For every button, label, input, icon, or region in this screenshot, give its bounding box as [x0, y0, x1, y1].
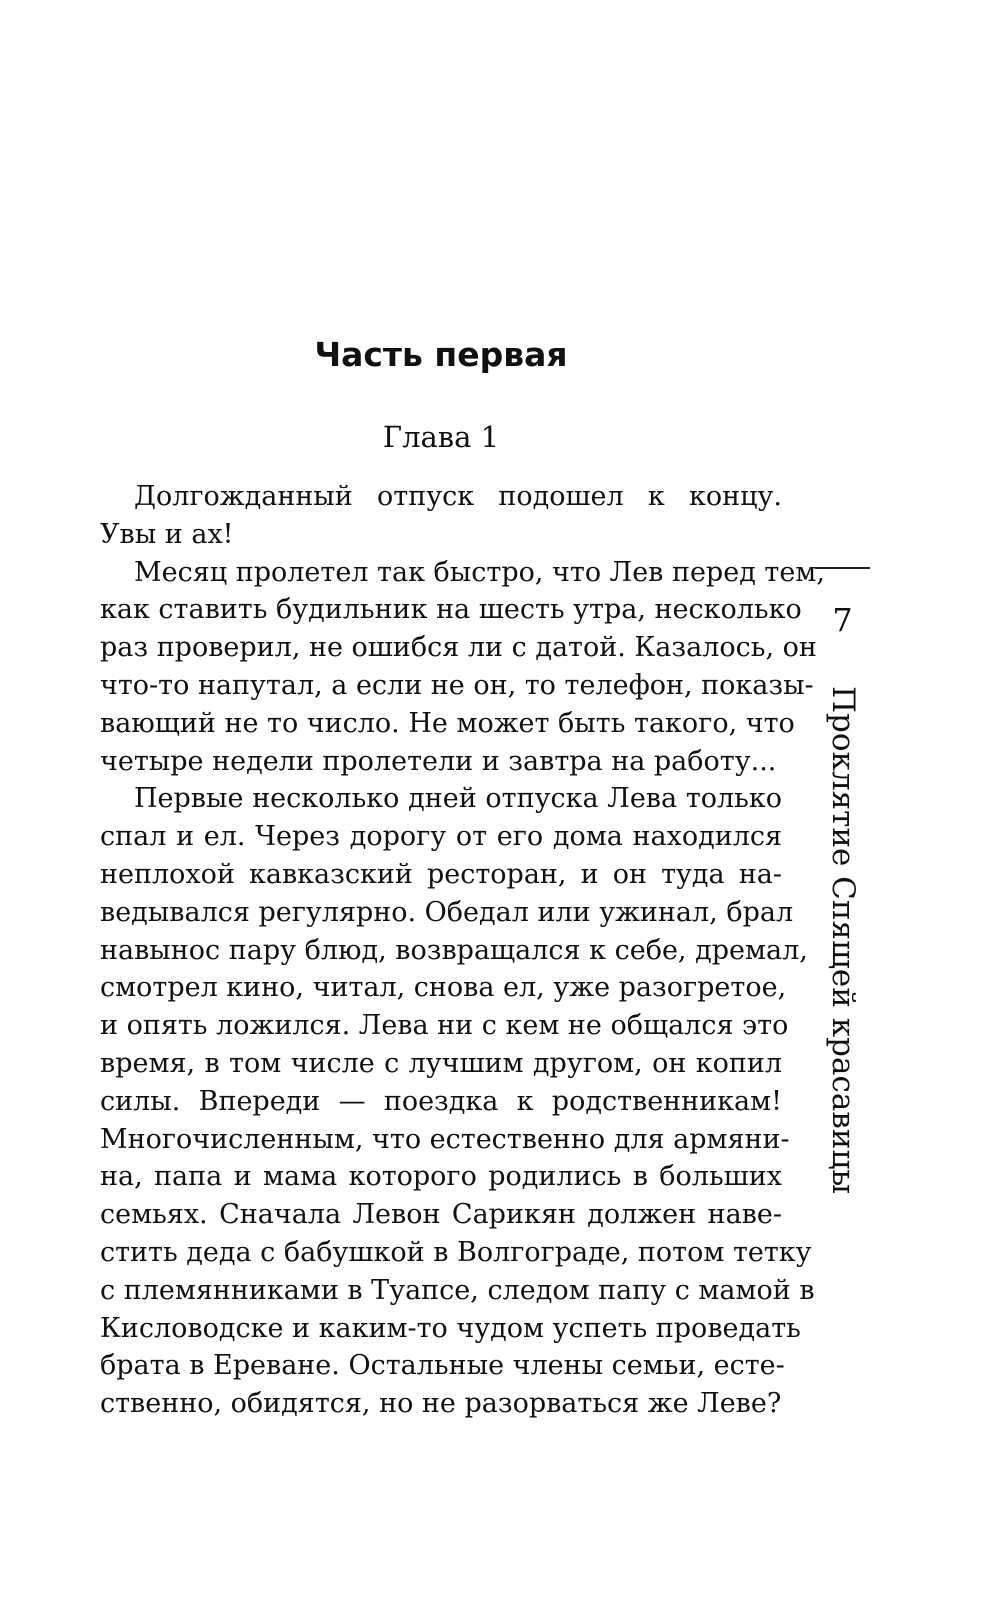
text-line: раз проверил, не ошибся ли с датой. Казалось, он	[100, 632, 817, 664]
text-line: четыре недели пролетели и завтра на работу...	[100, 745, 777, 777]
text-line: смотрел кино, читал, снова ел, уже разогретое,	[100, 972, 787, 1004]
text-line: навынос пару блюд, возвращался к себе, дремал,	[100, 934, 808, 966]
text-line: время, в том числе с лучшим другом, он копил	[100, 1047, 782, 1079]
running-title-container	[823, 686, 863, 1195]
text-line: ственно, обидятся, но не разорваться же Леве?	[100, 1388, 782, 1420]
text-line: Многочисленным, что естественно для армяни-	[100, 1123, 790, 1155]
text-line: семьях. Сначала Левон Сарикян должен наве-	[100, 1199, 782, 1231]
paragraph-2	[100, 554, 825, 781]
paragraph-3	[100, 780, 815, 1423]
text-line: стить деда с бабушкой в Волгограде, потом тетку	[100, 1236, 812, 1268]
text-line: и опять ложился. Лева ни с кем не общался это	[100, 1010, 789, 1042]
text-line: что-то напутал, а если не он, то телефон, показы-	[100, 669, 814, 701]
page-number: 7	[832, 601, 853, 639]
text-line: на, папа и мама которого родились в больших	[100, 1161, 782, 1193]
text-line: ведывался регулярно. Обедал или ужинал, брал	[100, 896, 794, 928]
text-line: брата в Ереване. Остальные члены семьи, есте-	[100, 1350, 785, 1382]
text-line: неплохой кавказский ресторан, и он туда на-	[100, 858, 782, 890]
text-line: Первые несколько дней отпуска Лева только	[134, 783, 782, 815]
text-line: с племянниками в Туапсе, следом папу с мамой в	[100, 1274, 815, 1306]
margin-rule	[815, 567, 870, 569]
text-line: Месяц пролетел так быстро, что Лев перед тем,	[134, 556, 825, 588]
text-line: Долгожданный отпуск подошел к концу.	[134, 481, 782, 512]
text-line: Кисловодске и каким-то чудом успеть проведать	[100, 1312, 801, 1344]
text-line: спал и ел. Через дорогу от его дома находился	[100, 821, 782, 853]
part-title: Часть первая	[314, 335, 568, 374]
text-line: вающий не то число. Не может быть такого, что	[100, 707, 795, 739]
text-line: как ставить будильник на шесть утра, несколько	[100, 594, 802, 626]
paragraph-1	[100, 478, 782, 554]
chapter-body	[100, 478, 825, 1423]
text-line: Увы и ах!	[100, 518, 234, 550]
chapter-title: Глава 1	[382, 420, 500, 454]
text-line: силы. Впереди — поездка к родственникам!	[100, 1085, 782, 1117]
running-title: Проклятие Спящей красавицы	[825, 686, 861, 1195]
